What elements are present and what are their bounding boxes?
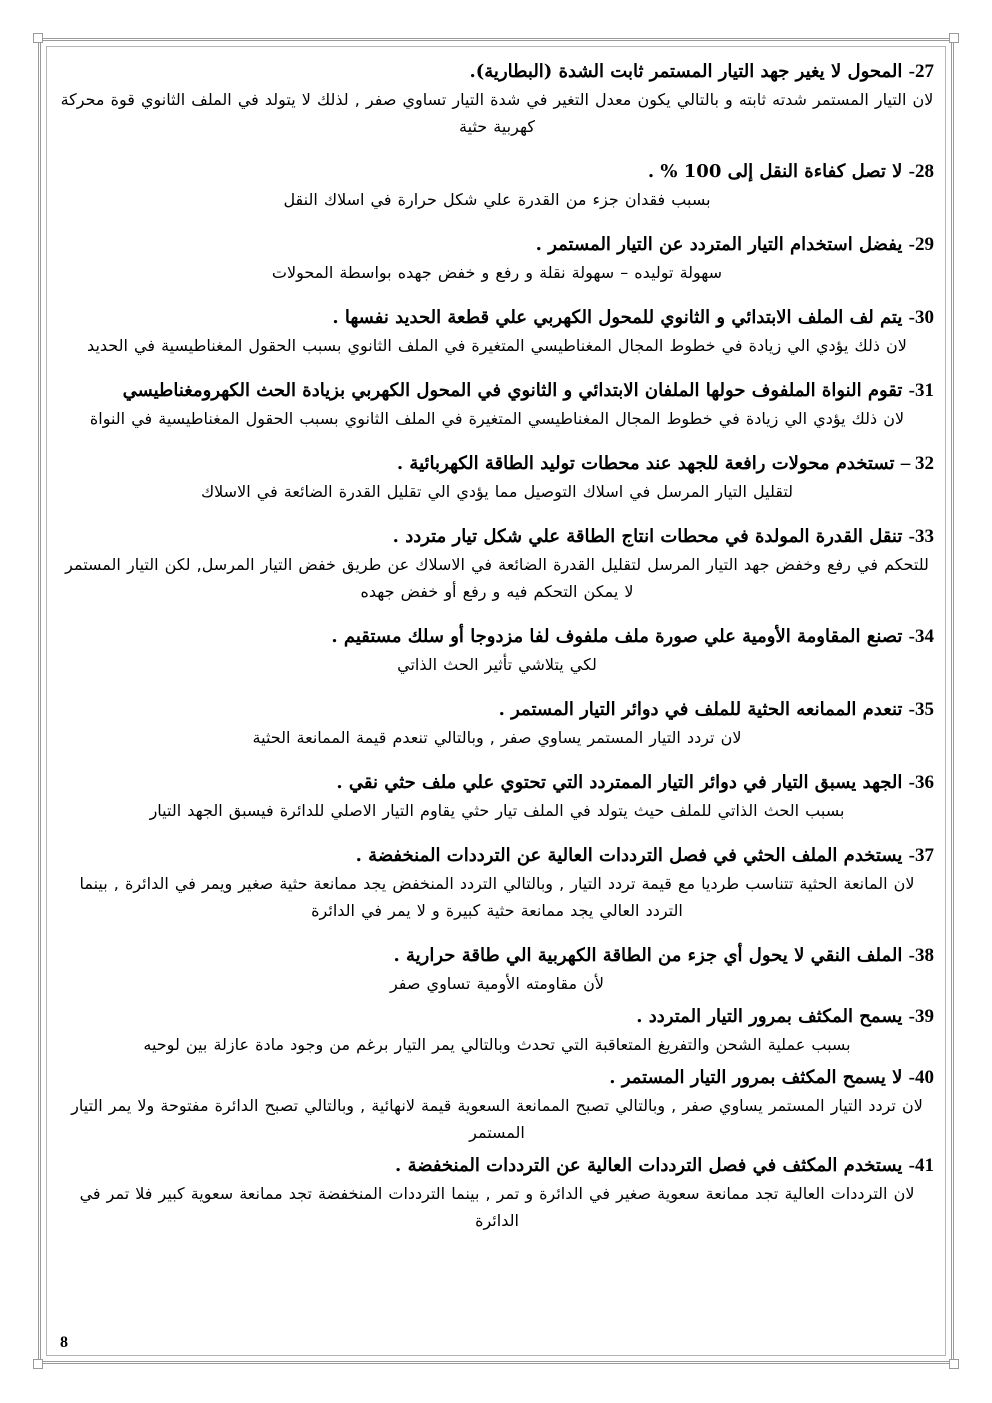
question: [60, 696, 934, 724]
question-number: 27-: [908, 61, 934, 82]
answer: لأن مقاومته الأومية تساوي صفر: [389, 974, 605, 993]
question-block-35: [60, 696, 934, 751]
question: [60, 377, 934, 405]
question-text: تقوم النواة الملفوف حولها الملفان الابتدائي و الثانوي في المحول الكهربي بزيادة الحث الكهرومغناطيسي: [122, 380, 903, 401]
answer: لان تردد التيار المستمر يساوي صفر , وبالتالي تصبح الممانعة السعوية قيمة لانهائية , وبالتالي تصبح الدائرة مفتوحة ولا يمر التيار المستمر: [71, 1096, 923, 1142]
question-number: 33-: [908, 526, 934, 547]
answer: للتحكم في رفع وخفض جهد التيار المرسل لتقليل القدرة الضائعة في الاسلاك عن طريق خفض التيار المرسل, لكن التيار المستمر لا يمكن التحكم فيه و رفع أو خفض جهده: [65, 555, 929, 601]
answer: سهولة توليده – سهولة نقلة و رفع و خفض جهده بواسطة المحولات: [271, 263, 723, 282]
question-block-36: [60, 769, 934, 824]
question-number: 41-: [908, 1155, 934, 1176]
question: [60, 942, 934, 970]
answer: بسبب الحث الذاتي للملف حيث يتولد في الملف تيار حثي يقاوم التيار الاصلي للدائرة فيسبق الجهد التيار: [149, 801, 845, 820]
question-text: لا يسمح المكثف بمرور التيار المستمر .: [609, 1067, 903, 1088]
question-text: يستخدم المكثف في فصل الترددات العالية عن الترددات المنخفضة .: [395, 1155, 903, 1176]
question: [60, 58, 934, 86]
question-block-40: [60, 1064, 934, 1146]
question-block-33: [60, 523, 934, 605]
answer: لان ذلك يؤدي الي زيادة في خطوط المجال المغناطيسي المتغيرة في الملف الثانوي بسبب الحقول المغناطيسية في النواة: [89, 409, 905, 428]
question-text: الجهد يسبق التيار في دوائر التيار الممتردد التي تحتوي علي ملف حثي نقي .: [336, 772, 903, 793]
question-text: الملف النقي لا يحول أي جزء من الطاقة الكهربية الي طاقة حرارية .: [393, 945, 903, 966]
answer: لان التيار المستمر شدته ثابته و بالتالي يكون معدل التغير في شدة التيار تساوي صفر , لذلك لا يتولد في الملف الثانوي قوة محركة كهربية حثية: [60, 90, 934, 136]
question-block-38: [60, 942, 934, 997]
answer: بسبب عملية الشحن والتفريغ المتعاقبة التي تحدث وبالتالي يمر التيار برغم من وجود مادة عازلة بين لوحيه: [143, 1035, 851, 1054]
answer: لتقليل التيار المرسل في اسلاك التوصيل مما يؤدي الي تقليل القدرة الضائعة في الاسلاك: [200, 482, 794, 501]
question-number: 35-: [908, 699, 934, 720]
question-block-31: [60, 377, 934, 432]
question-number: 37-: [908, 845, 934, 866]
question-text: تستخدم محولات رافعة للجهد عند محطات توليد الطاقة الكهربائية .: [396, 453, 895, 474]
question-number: 31-: [908, 380, 934, 401]
question-text: تنعدم الممانعه الحثية للملف في دوائر التيار المستمر .: [498, 699, 903, 720]
question: [60, 1064, 934, 1092]
question-block-39: [60, 1003, 934, 1058]
border-corner: [33, 33, 43, 43]
question: [60, 304, 934, 332]
question-block-37: [60, 842, 934, 924]
question-text: يفضل استخدام التيار المتردد عن التيار المستمر .: [535, 234, 903, 255]
document-body: [60, 58, 934, 1240]
question-number: 28-: [908, 161, 934, 182]
question: [60, 769, 934, 797]
question-block-30: [60, 304, 934, 359]
answer: لان الترددات العالية تجد ممانعة سعوية صغير في الدائرة و تمر , بينما الترددات المنخفضة تجد ممانعة سعوية كبير فلا تمر في الدائرة: [79, 1184, 915, 1230]
question-text: يستخدم الملف الحثي في فصل الترددات العالية عن الترددات المنخفضة .: [355, 845, 903, 866]
question-number: 34-: [908, 626, 934, 647]
border-corner: [949, 33, 959, 43]
question-text: لا تصل كفاءة النقل إلى 100 % .: [647, 161, 903, 182]
question: [60, 450, 934, 478]
question-block-29: [60, 231, 934, 286]
border-corner: [33, 1359, 43, 1369]
question-text: يسمح المكثف بمرور التيار المتردد .: [636, 1006, 903, 1027]
question-block-27: [60, 58, 934, 140]
question-block-28: [60, 158, 934, 213]
question-number: 30-: [908, 307, 934, 328]
question-number: 40-: [908, 1067, 934, 1088]
question: [60, 158, 934, 186]
question-number: 36-: [908, 772, 934, 793]
answer: لان تردد التيار المستمر يساوي صفر , وبالتالي تنعدم قيمة الممانعة الحثية: [252, 728, 742, 747]
question: [60, 231, 934, 259]
answer: بسبب فقدان جزء من القدرة علي شكل حرارة في اسلاك النقل: [283, 190, 711, 209]
question-number: 38-: [908, 945, 934, 966]
question-text: يتم لف الملف الابتدائي و الثانوي للمحول الكهربي علي قطعة الحديد نفسها .: [332, 307, 903, 328]
page-number: 8: [60, 1334, 68, 1351]
question: [60, 523, 934, 551]
answer: لكي يتلاشي تأثير الحث الذاتي: [397, 655, 597, 674]
question-text: تنقل القدرة المولدة في محطات انتاج الطاقة علي شكل تيار متردد .: [392, 526, 903, 547]
question-number: 29-: [908, 234, 934, 255]
question-number: 32 –: [900, 453, 934, 474]
question-block-41: [60, 1152, 934, 1234]
question: [60, 1003, 934, 1031]
question-block-32: [60, 450, 934, 505]
question: [60, 1152, 934, 1180]
question: [60, 623, 934, 651]
answer: لان المانعة الحثية تتناسب طرديا مع قيمة تردد التيار , وبالتالي التردد المنخفض يجد ممانعة حثية صغير ويمر في الدائرة , بينما التردد العالي يجد ممانعة حثية كبيرة و لا يمر في الدائرة: [79, 874, 915, 920]
answer: لان ذلك يؤدي الي زيادة في خطوط المجال المغناطيسي المتغيرة في الملف الثانوي بسبب الحقول المغناطيسية في الحديد: [87, 336, 907, 355]
question-text: المحول لا يغير جهد التيار المستمر ثابت الشدة (البطارية).: [469, 61, 903, 82]
question: [60, 842, 934, 870]
question-number: 39-: [908, 1006, 934, 1027]
question-block-34: [60, 623, 934, 678]
question-text: تصنع المقاومة الأومية علي صورة ملف ملفوف لفا مزدوجا أو سلك مستقيم .: [331, 626, 903, 647]
border-corner: [949, 1359, 959, 1369]
